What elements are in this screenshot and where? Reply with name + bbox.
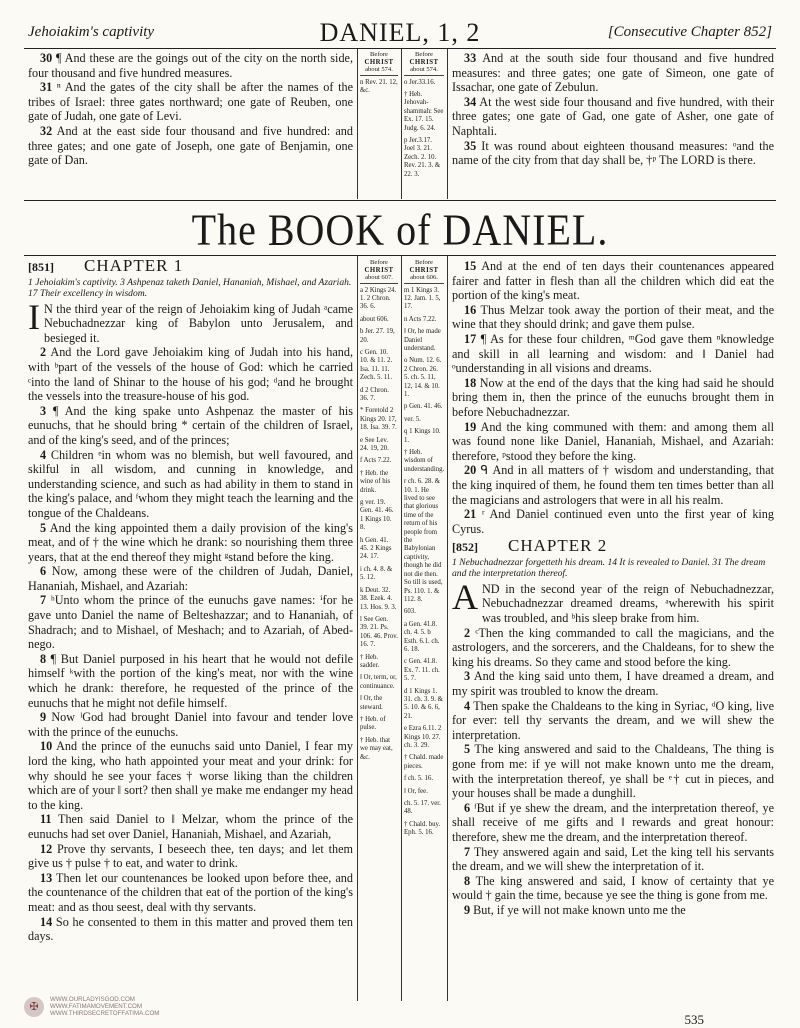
verse-number: 4 [40,447,47,462]
footer-links [50,996,159,1018]
margin-note: * Foretold 2 Kings 20. 17, 18. Isa. 39. 7. [360,407,397,432]
margin-note: n Acts 7.22. [404,315,437,323]
verse-number: 34 [464,94,477,109]
margin-note: † Heb. that we may eat, &c. [360,736,393,761]
verse-text: Children ᵉin whom was no blemish, but well favoured, and skilful in all wisdom, and cunning in knowledge, and understanding science, and such as had ability in them to stand in the king's palace, and ᶠwhom they might teach the learning and the tongue of the Chaldeans. [28,447,353,520]
drop-cap: A [452,576,478,617]
margin-note: about 606. [360,315,389,323]
chapter-summary: 1 Jehoiakim's captivity. 3 Ashpenaz taketh Daniel, Hananiah, Mishael, and Azariah. 17 Their excellency in wisdom. [28,276,352,299]
verse-text: ᶜThen the king commanded to call the magicians, and the astrologers, and the sorcerers, and the Chaldeans, for to shew the king his dreams. So they came and stood before the king. [452,625,774,669]
margin-note: a 2 Kings 24. 1. 2 Chron. 36. 6. [360,286,397,311]
verse [452,463,774,507]
chapter-summary: 1 Nebuchadnezzar forgetteth his dream. 14 It is revealed to Daniel. 31 The dream and the interpretation thereof. [452,556,766,579]
verse-number: 32 [40,123,53,138]
verse [28,404,353,448]
verse-text: N the third year of the reign of Jehoiakim king of Judah ᵃcame Nebuchadnezzar king of Babylon unto Jerusalem, and besieged it. [44,301,353,345]
verse [452,845,774,874]
margin-note: † Heb. the wine of his drink. [360,469,391,494]
verse [452,507,774,536]
verse-text: ¶ And the king spake unto Ashpenaz the master of his eunuchs, that he should bring * certain of the children of Israel, and of the king's seed, and of the princes; [28,403,353,447]
verse-text: Now ˡGod had brought Daniel into favour and tender love with the prince of the eunuchs. [28,710,353,739]
margin-note: † Heb. sadder. [360,653,380,669]
margin-notes-3 [360,259,398,1004]
margin-note: p Jer.3.17. Joel 3. 21. Zech. 2. 10. Rev. 21. 3. & 22. 3. [404,136,441,178]
margin-about: about 606. [410,274,438,281]
verse-text: Now, among these were of the children of Judah, Daniel, Hananiah, Mishael, and Azariah: [28,564,353,593]
margin-before: Before [370,259,388,266]
verse-text: The king answered and said, I know of certainty that ye would † gain the time, because ye see the thing is gone from me. [452,873,774,903]
verse [28,448,353,521]
margin-note: i ch. 4. 8. & 5. 12. [360,565,393,582]
column-divider [357,49,358,199]
verse-number: 9 [40,710,47,725]
margin-note: q 1 Kings 10. 1. [404,428,441,444]
verse-number: 16 [464,302,477,317]
margin-header [360,51,398,76]
verse-number: 15 [464,259,477,273]
margin-note: l See Gen. 39. 21. Ps. 106. 46. Prov. 16. 7. [360,615,398,649]
top-right-column [452,51,774,168]
margin-before: Before [415,259,433,266]
footer-link: WWW.THIRDSECRETOFFATIMA.COM [50,1010,160,1018]
verse [452,376,774,420]
verse-text: Then spake the Chaldeans to the king in Syriac, ᵈO king, live for ever: tell thy servants the dream, and we will shew the interpretation. [452,698,774,742]
verse [28,345,353,403]
verse [28,915,353,944]
verse [28,124,353,168]
margin-note: d 1 Kings 1. 31. ch. 3. 9. & 5. 10. & 6. 6, 21. [404,687,443,720]
margin-christ: CHRIST [409,58,439,66]
verse [452,626,774,670]
verse-text: At the west side four thousand and five hundred, with their three gates; one gate of Gad, one gate of Asher, one gate of Naphtali. [452,94,774,138]
margin-about: about 607. [365,274,393,281]
verse [452,699,774,743]
margin-note: † Heb. Jehovah-shammah: See Ex. 17. 15. Judg. 6. 24. [404,90,444,132]
verse [452,903,774,918]
verse-number: 14 [40,914,53,929]
chapter-title: CHAPTER 1 [84,256,184,275]
verse-text: And the Lord gave Jehoiakim king of Judah into his hand, with ᵇpart of the vessels of the house of God: which he carried ᶜinto the land of Shinar to the house of his god; ᵈand he brought the vessels into the treasure-house of his god. [28,345,353,404]
chapter-heading [452,536,774,556]
verse-text: Then let our countenances be looked upon before thee, and the countenance of the children that eat of the portion of the king's meat: and as thou seest, deal with thy servants. [28,870,353,914]
verse-text: They answered again and said, Let the king tell his servants the dream, and we will shew the interpretation of it. [452,844,774,874]
verse-number: 21 [464,507,477,522]
verse [452,874,774,903]
verse-number: 8 [464,873,471,888]
verse [28,842,353,871]
verse-text: ¶ And these are the goings out of the city on the north side, four thousand and five hundred measures. [28,51,353,80]
verse-text: Now at the end of the days that the king had said he should bring them in, then the prince of the eunuchs brought them in before Nebuchadnezzar. [452,375,774,419]
margin-note: r ch. 6. 28. & 10. 1. He lived to see that glorious time of the return of his people from the Babylonian captivity, though he did not die then. So till is used, Ps. 110. 1. & 112. 8. [404,478,443,603]
verse-number: 5 [40,520,47,535]
verse-text: ¶ As for these four children, ᵐGod gave them ⁿknowledge and skill in all learning and wisdom: and ‖ Daniel had ᵒunderstanding in all visions and dreams. [452,331,774,376]
margin-note: † Heb. wisdom of understanding. [404,449,444,473]
verse-text: ND in the second year of the reign of Nebuchadnezzar, Nebuchadnezzar dreamed dreams, ᵃwherewith his spirit was troubled, and ᵇhis sleep brake from him. [482,581,774,626]
margin-note: n Rev. 21. 12, &c. [360,78,398,94]
margin-note: o Jer.33.16. [404,78,436,86]
margin-note: f ch. 5. 16. [404,775,434,783]
margin-christ: CHRIST [409,266,439,274]
margin-note: m 1 Kings 3. 12. Jam. 1. 5, 17. [404,286,441,311]
footer [24,996,159,1018]
verse [28,871,353,915]
top-margin-notes-1 [360,51,398,196]
margin-note: c Gen. 10. 10. & 11. 2. Isa. 11. 11. Zech. 5. 11. [360,348,393,382]
margin-about: about 574. [410,66,438,73]
verse-number: 3 [464,669,471,684]
verse-text: And at the south side four thousand and five hundred measures: and three gates; one gate of Simeon, one gate of Issachar, one gate of Zebulun. [452,51,774,95]
verse-text: And at the end of ten days their countenances appeared fairer and fatter in flesh than all the children which did eat the portion of the king's meat. [452,259,774,303]
verse-text: ᑫ And in all matters of † wisdom and understanding, that the king inquired of them, he found them ten times better than all the magicians and astrologers that were in all his realm. [452,463,774,507]
verse-text: The king answered and said to the Chaldeans, The thing is gone from me: if ye will not make known unto me the dream, with the interpretation thereof, ye shall be ᵉ† cut in pieces, and your houses shall be made a dunghill. [452,742,774,801]
margin-note: ‖ Or, he made Daniel understand. [404,328,441,352]
top-margin-notes-2 [404,51,444,196]
chapter-2-column [452,259,774,918]
verse-number: 6 [40,564,47,579]
verse-number: 13 [40,870,53,885]
verse-number: 17 [464,331,477,346]
verse-number: 35 [464,138,477,153]
verse-text: Thus Melzar took away the portion of their meat, and the wine that they should drink; and gave them pulse. [452,302,774,332]
verse-number: 2 [40,345,47,360]
verse-number: 18 [464,375,477,390]
verse-text: ¶ But Daniel purposed in his heart that he would not defile himself ᵏwith the portion of the king's meat, nor with the wine which he drank: therefore, he requested of the prince of the eunuchs that he might not defile himself. [28,651,353,710]
verse [28,521,353,565]
top-left-column [28,51,353,168]
verse [452,139,774,168]
footer-link: WWW.OURLADYISGOD.COM [50,996,135,1003]
verse-number: 6 [464,800,471,815]
verse-number: 20 [464,463,477,478]
margin-note: a Gen. 41.8. ch. 4. 5. b Esth. 6.1. ch. 6. 18. [404,620,440,653]
verse-number: 3 [40,403,47,418]
verse-number: 12 [40,841,53,856]
verse-number: 19 [464,419,477,434]
verse [452,801,774,845]
margin-note: e See Lev. 24. 19, 20. [360,436,389,452]
verse-text: And the king communed with them: and among them all was found none like Daniel, Hananiah, Mishael, and Azariah: therefore, ᵖstood they before the king. [452,419,774,463]
column-divider [401,49,402,199]
first-verse [452,576,774,626]
margin-note: d 2 Chron. 36. 7. [360,386,389,402]
verse-text: And the king appointed them a daily provision of the king's meat, and of † the wine which he drank: so nourishing them three years, that at the end thereof they might ᵍstand before the king. [28,520,353,564]
verse [452,669,774,698]
verse-text: And at the east side four thousand and five hundred: and three gates; and one gate of Joseph, one gate of Benjamin, one gate of Dan. [28,123,353,168]
margin-note: p Gen. 41. 46. [404,403,443,411]
verse-number: 11 [40,812,52,827]
verse [28,710,353,739]
verse [28,652,353,710]
verse [28,564,353,593]
verse-text: So he consented to them in this matter and proved them ten days. [28,914,353,944]
chapter-1-column [28,256,353,944]
margin-note: ch. 5. 17. ver. 48. [404,800,441,816]
verse-text: ʰUnto whom the prince of the eunuchs gave names: ⁱfor he gave unto Daniel the name of Belteshazzar; and to Hananiah, of Shadrach; and to Mishael, of Meshach; and to Azariah, of Abed-nego. [28,593,353,652]
margin-note: † Chald. buy. Eph. 5. 16. [404,820,441,837]
fatima-logo-icon: ✠ [24,997,44,1017]
verse-number: 2 [464,625,471,640]
verse [28,812,353,841]
first-verse [28,296,353,346]
verse-text: Prove thy servants, I beseech thee, ten days; and let them give us † pulse † to eat, and water to drink. [28,841,353,871]
margin-note: 603. [404,608,416,616]
chapter-title: CHAPTER 2 [508,536,608,556]
verse-number: 10 [40,739,53,754]
chapter-heading [28,256,353,275]
verse-text: And the king said unto them, I have dreamed a dream, and my spirit was troubled to know the dream. [452,669,774,699]
verse [452,95,774,139]
book-title: The BOOK of DANIEL. [191,204,609,255]
margin-notes-4 [404,259,444,1004]
running-header [24,18,776,48]
page-number: 535 [684,1012,704,1027]
verse [452,420,774,464]
verse-number: 31 [40,80,53,95]
header-left: Jehoiakim's captivity [28,24,155,40]
verse [28,593,353,651]
verse-text: But, if ye will not make known unto me the [470,902,686,917]
margin-note: † Heb. of pulse. [360,715,386,732]
verse-number: 5 [464,742,471,757]
margin-note: † Chald. made pieces. [404,754,444,770]
margin-note: c Gen. 41.8. Ex. 7. 11. ch. 5. 7. [404,658,440,683]
margin-note: ver. 5. [404,415,421,423]
margin-note: f Acts 7.22. [360,457,392,465]
margin-christ: CHRIST [364,58,394,66]
verse-text: And the prince of the eunuchs said unto Daniel, I fear my lord the king, who hath appointed your meat and your drink: for why should he see your faces † worse liking than the children which are of your ‖ sort? then shall ye make me endanger my head to the king. [28,739,353,812]
margin-before: Before [370,51,388,58]
section-rule [24,200,776,201]
verse [452,303,774,332]
margin-note: k Deut. 32. 38. Ezek. 4. 13. Hos. 9. 3. [360,586,397,611]
verse [28,51,353,80]
header-right: [Consecutive Chapter 852] [607,24,772,40]
drop-cap: I [28,296,40,337]
verse-number: 9 [464,902,471,917]
verse-number: 4 [464,698,471,713]
margin-note: ‖ Or, term, or, continuance. [360,674,397,690]
chapter-number: [851] [28,260,54,274]
verse [452,332,774,376]
verse [28,739,353,812]
footer-link: WWW.FATIMAMOVEMENT.COM [50,1003,142,1011]
verse-text: It was round about eighteen thousand measures: ᵒand the name of the city from that day shall be, †ᵖ The LORD is there. [452,138,774,168]
column-divider [401,256,402,1001]
verse-text: ᶠBut if ye shew the dream, and the interpretation thereof, ye shall receive of me gifts and ‖ rewards and great honour: therefore, shew me the dream, and the interpretation thereof. [452,800,774,844]
margin-header [404,259,444,284]
verse [452,51,774,95]
verse-number: 7 [40,593,47,608]
column-divider [447,49,448,199]
verse-number: 8 [40,651,47,666]
margin-note: e Ezra 6.11. 2 Kings 10. 27. ch. 3. 29. [404,725,442,749]
verse-number: 33 [464,51,477,65]
verse [452,259,774,303]
margin-note: ‖ Or, the steward. [360,695,383,711]
verse-text: ⁿ And the gates of the city shall be after the names of the tribes of Israel: three gates northward; one gate of Reuben, one gate of Judah, one gate of Levi. [28,80,353,124]
margin-note: o Num. 12. 6. 2 Chron. 26. 5. ch. 5. 11, 12, 14. & 10. 1. [404,357,442,398]
margin-note: ‖ Or, fee. [404,787,428,795]
margin-before: Before [415,51,433,58]
margin-header [360,259,398,284]
margin-note: h Gen. 41. 45. 2 Kings 24. 17. [360,536,392,561]
column-divider [357,256,358,1001]
verse [452,742,774,800]
header-rule [24,48,776,49]
margin-header [404,51,444,76]
header-center: DANIEL, 1, 2 [319,18,481,47]
verse-text: Then said Daniel to ‖ Melzar, whom the prince of the eunuchs had set over Daniel, Hananiah, Mishael, and Azariah, [28,812,353,841]
verse [28,80,353,124]
margin-christ: CHRIST [364,266,394,274]
margin-note: g ver. 19. Gen. 41. 46. 1 Kings 10. 8. [360,499,394,532]
verse-number: 30 [40,51,53,65]
margin-note: b Jer. 27. 19, 20. [360,328,395,344]
verse-number: 7 [464,844,471,859]
verse-text: ʳ And Daniel continued even unto the first year of king Cyrus. [452,507,774,536]
margin-about: about 574. [365,66,393,73]
column-divider [447,256,448,1001]
chapter-number: [852] [452,540,478,555]
